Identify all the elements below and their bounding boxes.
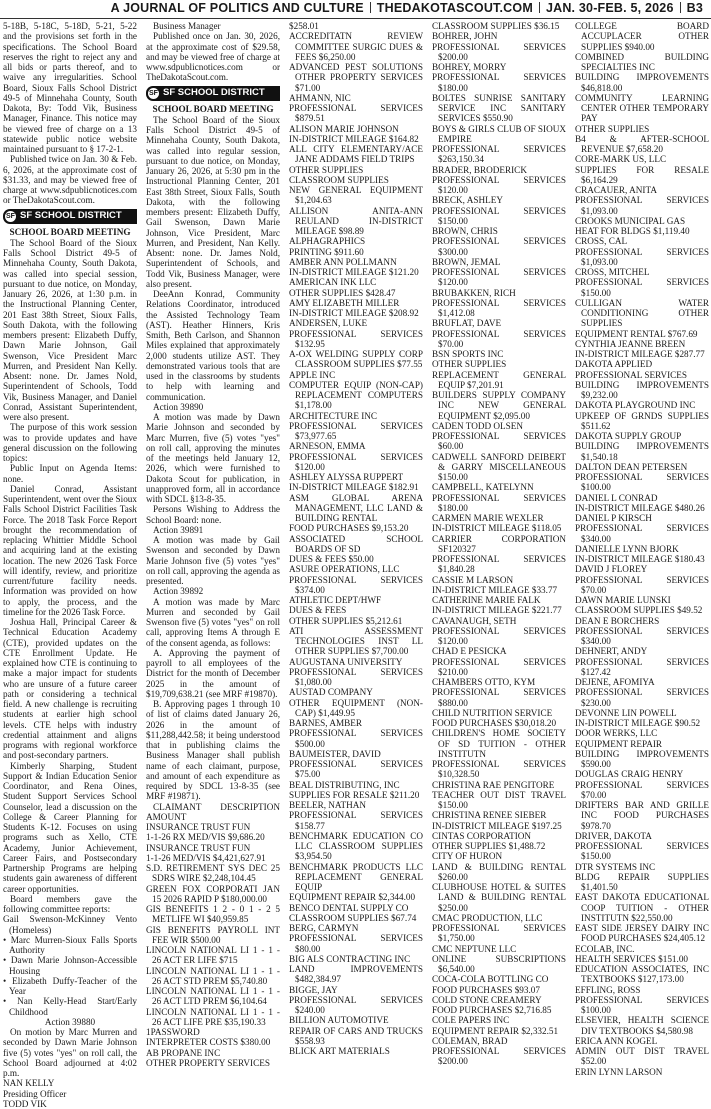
claim-line: ELSEVIER, HEALTH SCIENCE DIV TEXTBOOKS $4,580.98 xyxy=(575,1015,709,1036)
claim-line: REPLACEMENT GENERAL EQUIP $7,201.91 xyxy=(432,369,566,390)
report-item: Gail Swenson-McKinney Vento (Homeless) xyxy=(3,914,137,935)
column-5 xyxy=(575,21,709,1109)
claim-line: ASSOCIATED SCHOOL BOARDS OF SD xyxy=(289,533,423,554)
claim-line: CAMPBELL, KATELYNN xyxy=(432,482,534,493)
article-columns xyxy=(3,21,709,1109)
district-logo-icon: SF xyxy=(149,89,158,97)
claim-line: 1PASSWORD xyxy=(146,1027,200,1037)
signature-title: Business Manager xyxy=(153,21,221,31)
claims-list xyxy=(289,21,423,1056)
claim-line: CMC NEPTUNE LLC xyxy=(432,943,517,954)
claim-line: PRINTING $911.60 xyxy=(289,246,364,257)
claim-line: IN-DISTRICT MILEAGE $90.52 xyxy=(575,718,701,728)
sf-school-district-banner xyxy=(3,209,137,224)
claim-line: TEACHER OUT DIST TRAVEL $150.00 xyxy=(432,789,566,810)
claim-line: CRACAUER, ANITA xyxy=(575,185,657,195)
claim-line: BENCO DENTAL SUPPLY CO xyxy=(289,902,409,913)
claim-line: CROOKS MUNICIPAL GAS xyxy=(575,215,686,226)
claim-line: BENCHMARK EDUCATION CO LLC CLASSROOM SUPPLIES $3,954.50 xyxy=(289,830,423,862)
claim-line: PROFESSIONAL SERVICES $879.51 xyxy=(289,103,423,124)
motion-paragraph: A motion was made by Gail Swenson and seconded by Dawn Marie Johnson five (5) votes "yes" on roll call, approving the agenda as presented. xyxy=(146,535,280,586)
claim-line: COMMUNITY LEARNING CENTER OTHER TEMPORARY PAY xyxy=(575,92,709,124)
publication-note: Published once on Jan. 30, 2026, at the approximate cost of $29.58, and may be viewed free of charge at www.sdpublicnotices.com or TheDakotaScout.com. xyxy=(146,31,280,83)
claim-line: COLLEGE BOARD ACCUPLACER OTHER SUPPLIES $940.00 xyxy=(575,21,709,52)
claim-line: CHAMBERS OTTO, KYM xyxy=(432,677,536,687)
claim-line: PROFESSIONAL SERVICES $73,977.65 xyxy=(289,420,423,441)
claim-line: LINCOLN NATIONAL LI 1 - 1 - 26 ACT LTD PREM $6,104.64 xyxy=(146,986,280,1007)
claim-line: 1-1-26 MED/VIS $4,421,627.91 xyxy=(146,852,266,863)
report-item: • Dawn Marie Johnson-Accessible Housing xyxy=(3,955,137,976)
claim-line: CROSS, CAL xyxy=(575,236,628,247)
claim-line: BROWN, JEMAL xyxy=(432,256,501,267)
publication-tagline: A JOURNAL OF POLITICS AND CULTURE xyxy=(110,1,364,15)
section-heading: SCHOOL BOARD MEETING xyxy=(152,103,274,114)
banner-label: SF SCHOOL DISTRICT xyxy=(163,86,265,98)
claim-line: PROFESSIONAL SERVICES $1,750.00 xyxy=(432,923,566,944)
claim-line: PROFESSIONAL SERVICES $880.00 xyxy=(432,687,566,708)
claim-line: ATI ASSESSMENT TECHNOLOGIES INST LL OTHER SUPPLIES $7,700.00 xyxy=(289,625,423,657)
claim-line: PROFESSIONAL SERVICES $180.00 xyxy=(432,492,566,513)
claim-line: COLE PAPERS INC xyxy=(432,1015,510,1026)
claim-line: ASURE OPERATIONS, LLC xyxy=(289,564,400,575)
claim-line: ADMIN OUT DIST TRAVEL $52.00 xyxy=(575,1046,709,1067)
joshua-paragraph: Joshua Hall, Principal Career & Technical Education Academy (CTE), provided updates on the CTE Enrollment Update. He explained how CTE is continuing to make a major impact for students who are unsure of a future career path or considering a technical field. A new challenge is recruiting students at earlier high school levels. CTE helps with industry credential attainment and aligns programs with regional workforce and post-secondary partners. xyxy=(3,617,137,761)
claim-line: EQUIPMENT REPAIR $2,344.00 xyxy=(289,892,416,903)
claim-line: LINCOLN NATIONAL LI 1 - 1 - 26 ACT STD PREM $5,740.80 xyxy=(146,965,280,986)
claim-line: ALISON MARIE JOHNSON xyxy=(289,123,399,134)
claim-line: PROFESSIONAL SERVICES $127.42 xyxy=(575,656,709,677)
signature-name: NAN KELLY xyxy=(3,1078,55,1089)
claim-line: IN-DISTRICT MILEAGE $480.26 xyxy=(575,502,705,513)
claim-line: ECOLAB, INC. xyxy=(575,943,635,954)
meeting-paragraph: The School Board of the Sioux Falls School District 49-5 of Minnehaha County, South Dakota, was called into regular session, pursuant to due notice, on Monday, January 26, 2026, at 5:30 pm in the Instructional Planning Center, 201 East 38th Street, Sioux Falls, South Dakota, with the following members present: Elizabeth Duffy, Gail Swenson, Dawn Marie Johnson, Vice President, Marc Murren, and President, Nan Kelly. Absent: none. Dr. James Nold, Superintendent of Schools, and Todd Vik, Business Manager, were also present. xyxy=(146,114,280,289)
claim-line: CADEN TODD OLSEN xyxy=(432,420,524,431)
claim-line: 1-1-26 RX MED/VIS $9,686.20 xyxy=(146,832,265,843)
claim-line: DAKOTA SUPPLY GROUP xyxy=(575,431,682,441)
claim-line: DTR SYSTEMS INC xyxy=(575,861,656,872)
claim-line: IN-DISTRICT MILEAGE $197.25 xyxy=(432,820,562,831)
site-name: THEDAKOTASCOUT.COM xyxy=(376,1,533,15)
claim-line: PROFESSIONAL SERVICES $100.00 xyxy=(575,994,709,1015)
claim-line: PROFESSIONAL SERVICES $1,840.28 xyxy=(432,554,566,575)
claim-line: DOOR WERKS, LLC xyxy=(575,728,658,739)
claim-line: PROFESSIONAL SERVICES $180.00 xyxy=(432,72,566,93)
claim-line: CHRISTINA RENEE SIEBER xyxy=(432,810,547,821)
claim-line: SUPPLIES FOR RESALE $211.20 xyxy=(289,789,420,800)
claim-line: PROFESSIONAL SERVICES $200.00 xyxy=(432,41,566,62)
claim-line: BOYS & GIRLS CLUB OF SIOUX EMPIRE xyxy=(432,123,567,144)
claim-line: EFFLING, ROSS xyxy=(575,984,641,995)
claim-line: CARMEN MARIE WEXLER xyxy=(432,513,544,523)
action-number: Action 39891 xyxy=(153,524,204,535)
claim-line: HEALTH SERVICES $151.00 xyxy=(575,953,689,964)
page-number: B3 xyxy=(686,1,703,15)
claim-line: COMPUTER EQUIP (NON-CAP) REPLACEMENT COMPUTERS $1,178.00 xyxy=(289,379,423,411)
issue-dates: JAN. 30-FEB. 5, 2026 xyxy=(545,1,674,15)
claim-line: PROFESSIONAL SERVICES $120.00 xyxy=(432,267,566,288)
claims-list xyxy=(432,21,566,1067)
claim-line: PROFESSIONAL SERVICES $120.00 xyxy=(432,174,566,195)
claim-line: DUES & FEES $50.00 xyxy=(289,554,374,564)
claim-line: LAND IMPROVEMENTS $482,384.97 xyxy=(289,964,423,985)
deeann-paragraph: DeeAnn Konrad, Community Relations Coordinator, introduced the Assisted Technology Team (AST). Heather Hinners, Kris Smith, Beth Carlson, and Shannon Miles explained that approximately 2,000 students utilize AST. They demonstrated various tools that are used in the classrooms by students to help with learning and communication. xyxy=(146,289,280,402)
claim-line: IN-DISTRICT MILEAGE $121.20 xyxy=(289,267,419,277)
claim-line: COMBINED BUILDING SPECIALTIES INC xyxy=(575,51,709,72)
claim-line: ERICA ANN KOGEL xyxy=(575,1035,658,1046)
claim-line: PROFESSIONAL SERVICES $1,080.00 xyxy=(289,666,423,687)
claim-line: BUILDING IMPROVEMENTS $46,818.00 xyxy=(575,72,709,93)
claim-line: BLICK ART MATERIALS xyxy=(289,1046,390,1056)
claim-line: IN-DISTRICT MILEAGE $221.77 xyxy=(432,605,562,616)
claim-line: DUES & FEES xyxy=(289,605,347,616)
claim-line: AUSTAD COMPANY xyxy=(289,687,373,698)
claim-line: PROFESSIONAL SERVICES $1,412.08 xyxy=(432,297,566,318)
claim-line: DALTON DEAN PETERSEN xyxy=(575,461,688,472)
claim-line: $258.01 xyxy=(289,21,319,31)
claim-line: CROSS, MITCHEL xyxy=(575,267,650,277)
claim-line: OTHER SUPPLIES xyxy=(432,359,507,370)
claim-line: AUGUSTANA UNIVERSITY xyxy=(289,656,403,667)
claim-line: OTHER SUPPLIES xyxy=(575,123,650,134)
claim-line: INTERPRETER COSTS $380.00 xyxy=(146,1037,271,1048)
claim-line: PROFESSIONAL SERVICES $240.00 xyxy=(289,994,423,1015)
claim-line: NEW GENERAL EQUIPMENT $1,204.63 xyxy=(289,185,423,206)
claim-line: INSURANCE TRUST FUN xyxy=(146,842,251,853)
column-3 xyxy=(289,21,423,1109)
action-number: Action 39892 xyxy=(153,586,204,597)
claim-line: DEJENE, AFOMIYA xyxy=(575,677,655,687)
claim-line: CLASSROOM SUPPLIES $67.74 xyxy=(289,912,417,923)
claim-line: INSURANCE TRUST FUN xyxy=(146,822,251,832)
claim-line: DEHNERT, ANDY xyxy=(575,646,648,657)
claim-line: OTHER PROPERTY SERVICES xyxy=(146,1057,270,1068)
claim-line: BRUBAKKEN, RICH xyxy=(432,287,516,298)
claim-line: DOUGLAS CRAIG HENRY xyxy=(575,769,684,780)
claim-line: BRADER, BRODERICK xyxy=(432,164,527,175)
claim-line: CHILDREN'S HOME SOCIETY OF SD TUITION - OTHER INSTITUTN xyxy=(432,728,566,759)
claim-line: DEAN E BORCHERS xyxy=(575,615,660,626)
motion-paragraph: A motion was made by Marc Murren and seconded by Gail Swenson five (5) votes "yes" on roll call, approving Items A through E of the consent agenda, as follows: xyxy=(146,596,280,648)
claim-line: CLASSROOM SUPPLIES $49.52 xyxy=(575,605,703,616)
claim-line: BIGGE, JAY xyxy=(289,984,338,995)
consent-item-b: B. Approving pages 1 through 10 of list of claims dated January 26, 2026 in the amount of $11,288,442.58; it being understood that in publishing claims the Business Manager shall publish name of each claimant, purpose, and amount of each expenditure as required by SDCL 13-8-35 (see MRF #19871). xyxy=(146,699,280,802)
claim-line: ANDERSEN, LUKE xyxy=(289,318,368,329)
claim-line: FOOD PURCHASES $93.07 xyxy=(432,984,540,995)
claim-line: PROFESSIONAL SERVICES $158.77 xyxy=(289,810,423,831)
claim-line: BOHREY, MORRY xyxy=(432,62,507,72)
claim-line: CORE-MARK US, LLC xyxy=(575,154,667,165)
claim-line: ALL CITY ELEMENTARY/ACE JANE ADDAMS FIELD TRIPS xyxy=(289,144,423,165)
claim-line: DANIEL P KIRSCH xyxy=(575,513,652,523)
reports-paragraph: Board members gave the following committee reports: xyxy=(3,893,137,914)
claims-list xyxy=(146,822,280,1068)
daniel-paragraph: Daniel Conrad, Assistant Superintendent, went over the Sioux Falls School District Facilities Task Force. The 2018 Task Force Report brought the recommendation of replacing Whittier Middle School and acquiring land at the existing location. The new 2026 Task Force will identify, review, and prioritize current/future facility needs. Information was provided on how to apply, the process, and the timeline for the 2026 Task Force. xyxy=(3,483,137,617)
claim-line: REPAIR OF CARS AND TRUCKS $558.93 xyxy=(289,1025,423,1046)
claim-line: CINTAS CORPORATION xyxy=(432,830,532,841)
claim-line: PROFESSIONAL SERVICES $132.95 xyxy=(289,328,423,349)
bid-notice-publication: Published twice on Jan. 30 & Feb. 6, 2026, at the approximate cost of $31.33, and may be viewed free of charge at www.sdpublicnotices.com or TheDakotaScout.com. xyxy=(3,154,137,206)
report-item: • Nan Kelly-Head Start/Early Childhood xyxy=(3,996,137,1017)
claim-line: AHMANN, NIC xyxy=(289,92,351,103)
claim-line: PROFESSIONAL SERVICES $120.00 xyxy=(289,451,423,472)
claim-line: CYNTHIA JEANNE BREEN xyxy=(575,338,686,349)
claim-line: CHRISTINA RAE PENGITORE xyxy=(432,779,555,790)
claim-line: BEAL DISTRIBUTING, INC xyxy=(289,779,400,790)
claim-line: BERG, CARMYN xyxy=(289,923,359,933)
claim-line: PROFESSIONAL SERVICES $70.00 xyxy=(432,328,566,349)
claim-line: ERIN LYNN LARSON xyxy=(575,1066,663,1077)
claim-line: CASSIE M LARSON xyxy=(432,574,514,585)
claim-line: FOOD PURCHASES $2,716.85 xyxy=(432,1005,552,1015)
claim-line: PROFESSIONAL SERVICES $100.00 xyxy=(575,472,709,493)
claim-line: S.D. RETIREMENT SYS DEC 25 SDRS WIRE $2,248,104.45 xyxy=(146,863,280,884)
claim-line: ARNESON, EMMA xyxy=(289,441,366,452)
claim-line: EQUIPMENT REPAIR $2,332.51 xyxy=(432,1025,559,1036)
claim-line: CHAD E PESICKA xyxy=(432,646,507,657)
claim-line: PROFESSIONAL SERVICES $374.00 xyxy=(289,574,423,595)
claim-line: GIS BENEFITS PAYROLL INT FEE WIR $500.00 xyxy=(146,924,280,945)
claim-line: PROFESSIONAL SERVICES $75.00 xyxy=(289,759,423,780)
claim-line: ALPHAGRAPHICS xyxy=(289,236,366,247)
claim-line: GREEN FOX CORPORATI JAN 15 2026 RAPID P $180,000.00 xyxy=(146,883,280,904)
claim-line: AMY ELIZABETH MILLER xyxy=(289,297,400,308)
claim-line: CLASSROOM SUPPLIES xyxy=(289,174,389,185)
claim-line: PROFESSIONAL SERVICES $150.00 xyxy=(575,841,709,862)
claim-line: BLDG REPAIR SUPPLIES $1,401.50 xyxy=(575,871,709,892)
page-header xyxy=(0,0,711,19)
claims-list xyxy=(575,21,709,1077)
claim-line: BIG ALS CONTRACTING INC xyxy=(289,953,411,964)
claim-line: COCA-COLA BOTTLING CO xyxy=(432,974,549,985)
claim-line: DAWN MARIE LUNSKI xyxy=(575,595,671,605)
claim-line: ACCREDITATN REVIEW COMMITTEE SURGIC DUES & FEES $6,250.00 xyxy=(289,31,423,62)
adjourn-paragraph: On motion by Marc Murren and seconded by Dawn Marie Johnson five (5) votes "yes" on roll call, the School Board adjourned at 4:02 p.m. xyxy=(3,1027,137,1078)
claim-line: OTHER SUPPLIES xyxy=(289,164,364,175)
consent-item-a: A. Approving the payment of payroll to all employees of the District for the month of December 2025 in the amount of $19,709,638.21 (see MRF #19870). xyxy=(146,647,280,699)
claim-line: IN-DISTRICT MILEAGE $33.77 xyxy=(432,584,558,595)
column-4 xyxy=(432,21,566,1109)
bid-notice-text: 5-18B, 5-18C, 5-18D, 5-21, 5-22 and the provisions set forth in the specifications. The School Board reserves the right to reject any and all bids or parts thereof, and to waive any irregularities. School Board, Sioux Falls School District 49-5 of Minnehaha County, South Dakota, By: Todd Vik, Business Manager, Finance. This notice may be viewed free of charge on a 13 statewide public notice website maintained pursuant to § 17-2-1. xyxy=(3,21,137,154)
claim-line: CITY OF HURON xyxy=(432,851,503,862)
claim-line: CHILD NUTRITION SERVICE xyxy=(432,707,553,718)
meeting-paragraph: The School Board of the Sioux Falls School District 49-5 of Minnehaha County, South Dakota, was called into special session, pursuant to due notice, on Monday, January 26, 2026, at 1:30 p.m. in the Instructional Planning Center, 201 East 38th Street, Sioux Falls, South Dakota, with the following members present: Elizabeth Duffy, Dawn Marie Johnson, Gail Swenson, Vice President Marc Murren, and President Nan Kelly. Absent: none. Dr. James Nold, Superintendent of Schools, Todd Vik, Business Manager, and Daniel Conrad, Assistant Superintendent, were also present. xyxy=(3,237,137,422)
claim-line: IN-DISTRICT MILEAGE $182.91 xyxy=(289,482,419,493)
claim-line: PROFESSIONAL SERVICES $200.00 xyxy=(432,1046,566,1067)
claim-line: CATHERINE MARIE FALK xyxy=(432,595,541,605)
claim-line: PROFESSIONAL SERVICES $70.00 xyxy=(575,574,709,595)
claim-line: OTHER SUPPLIES $1,488.72 xyxy=(432,841,546,851)
claim-line: PROFESSIONAL SERVICES xyxy=(575,369,688,380)
claim-line: IN-DISTRICT MILEAGE $180.43 xyxy=(575,554,705,564)
claim-line: OTHER SUPPLIES $5,212.61 xyxy=(289,615,403,626)
claim-line: DANIELLE LYNN BJORK xyxy=(575,543,679,554)
claim-line: PROFESSIONAL SERVICES $1,093.00 xyxy=(575,246,709,267)
claim-line: BSN SPORTS INC xyxy=(432,349,504,359)
action-number: Action 39890 xyxy=(153,401,204,412)
claim-line: BOLTES SUNRISE SANITARY SERVICE INC SANITARY SERVICES $550.90 xyxy=(432,92,566,124)
claim-line: DAKOTA PLAYGROUND INC xyxy=(575,400,696,411)
claim-line: FOOD PURCHASES $30,018.20 xyxy=(432,718,557,728)
claim-line: EQUIPMENT REPAIR xyxy=(575,738,663,749)
claim-line: UPKEEP OF GRNDS SUPPLIES $511.62 xyxy=(575,410,709,431)
claim-line: EAST SIDE JERSEY DAIRY INC FOOD PURCHASES $24,405.12 xyxy=(575,923,709,944)
claim-line: LINCOLN NATIONAL LI 1 - 1 - 26 ACT ER LIFE $715 xyxy=(146,945,280,966)
claim-line: BAUMEISTER, DAVID xyxy=(289,748,381,759)
claim-line: PROFESSIONAL SERVICES $120.00 xyxy=(432,625,566,646)
claim-line: CARRIER CORPORATION SF120327 xyxy=(432,533,566,554)
claim-line: CULLIGAN WATER CONDITIONING OTHER SUPPLIES xyxy=(575,297,709,329)
report-item: • Elizabeth Duffy-Teacher of the Year xyxy=(3,975,137,996)
claim-line: DEVONNE LIN POWELL xyxy=(575,707,677,718)
claim-line: BUILDING IMPROVEMENTS $1,540.18 xyxy=(575,441,709,462)
section-heading: SCHOOL BOARD MEETING xyxy=(9,226,131,237)
claim-line: BOHRER, JOHN xyxy=(432,31,498,42)
claim-line: OTHER EQUIPMENT (NON-CAP) $1,449.95 xyxy=(289,697,423,718)
claim-line: GIS BENEFITS 1 2 - 0 1 - 2 5 METLIFE WI $40,959.85 xyxy=(146,904,280,925)
claim-line: DRIFTERS BAR AND GRILLE INC FOOD PURCHASES $978.70 xyxy=(575,800,709,831)
claim-line: EQUIPMENT RENTAL $767.69 xyxy=(575,328,698,339)
claim-line: CMAC PRODUCTION, LLC xyxy=(432,912,543,923)
claim-line: LINCOLN NATIONAL LI 1 - 1 - 26 ACT LIFE PRE $35,190.33 xyxy=(146,1006,280,1027)
claim-line: PROFESSIONAL SERVICES $10,328.50 xyxy=(432,759,566,780)
claim-line: ARCHITECTURE INC xyxy=(289,410,378,421)
persons-paragraph: Persons Wishing to Address the School Board: none. xyxy=(146,504,280,525)
claim-line: COLEMAN, BRAD xyxy=(432,1035,508,1046)
claim-line: ASM GLOBAL ARENA MANAGEMENT, LLC LAND & BUILDING RENTAL xyxy=(289,492,423,523)
claim-line: COLD STONE CREAMERY xyxy=(432,994,542,1005)
claim-line: EAST DAKOTA EDUCATIONAL COOP TUITION - OTHER INSTITUTN $22,550.00 xyxy=(575,892,709,923)
claim-line: BARNES, AMBER xyxy=(289,718,363,728)
claim-line: CAVANAUGH, SETH xyxy=(432,615,517,626)
claim-line: ALLISON ANITA-ANN REULAND IN-DISTRICT MILEAGE $98.89 xyxy=(289,205,423,236)
sf-school-district-banner xyxy=(146,86,280,101)
action-number: Action 39880 xyxy=(44,1016,96,1027)
claim-line: DRIVER, DAKOTA xyxy=(575,830,652,841)
purpose-paragraph: The purpose of this work session was to provide updates and have general discussion on the following topics: xyxy=(3,422,137,463)
motion-paragraph: A motion was made by Dawn Marie Johnson and seconded by Marc Murren, five (5) votes "yes" on roll call, approving the minutes of the meetings held January 12, 2026, which were furnished to Dakota Scout for publication, in unapproved form, all in accordance with SDCL §13-8-35. xyxy=(146,412,280,504)
claim-line: PROFESSIONAL SERVICES $70.00 xyxy=(575,779,709,800)
signature-title: Presiding Officer xyxy=(3,1088,67,1099)
claim-line: PROFESSIONAL SERVICES $60.00 xyxy=(432,431,566,452)
kimberly-paragraph: Kimberly Sharping, Student Support & Indian Education Senior Coordinator, and Rena Oines, Student Support Services School Counselor, lead a discussion on the College & Career Planning for Students K-12. Focuses on using programs such as Xello, CTE Academy, Junior Achievement, Career Fairs, and Postsecondary Partnership Programs are helping students gain awareness of different career opportunities. xyxy=(3,760,137,894)
claim-line: ATHLETIC DEPT/HWF xyxy=(289,595,382,605)
claim-line: BILLION AUTOMOTIVE xyxy=(289,1015,389,1026)
claim-line: PROFESSIONAL SERVICES $230.00 xyxy=(575,687,709,708)
claim-line: PROFESSIONAL SERVICES $500.00 xyxy=(289,728,423,749)
claim-line: APPLE INC xyxy=(289,369,336,380)
claim-line: BROWN, CHRIS xyxy=(432,226,498,236)
column-1 xyxy=(3,21,137,1109)
claims-header: CLAIMANT DESCRIPTION AMOUNT xyxy=(146,801,280,822)
claim-line: PROFESSIONAL SERVICES $340.00 xyxy=(575,625,709,646)
claim-line: BENCHMARK PRODUCTS LLC REPLACEMENT GENERAL EQUIP xyxy=(289,861,423,892)
claim-line: BRECK, ASHLEY xyxy=(432,195,503,206)
claim-line: PROFESSIONAL SERVICES $263,150.34 xyxy=(432,144,566,165)
claim-line: IN-DISTRICT MILEAGE $208.92 xyxy=(289,308,419,318)
claim-line: A-OX WELDING SUPPLY CORP CLASSROOM SUPPLIES $77.55 xyxy=(289,349,423,370)
claim-line: BRUFLAT, DAVE xyxy=(432,318,502,329)
claim-line: PROFESSIONAL SERVICES $150.00 xyxy=(575,277,709,298)
claim-line: PROFESSIONAL SERVICES $210.00 xyxy=(432,656,566,677)
claim-line: BUILDING IMPROVEMENTS $590.00 xyxy=(575,748,709,769)
claim-line: ASHLEY ALYSSA RUPPERT xyxy=(289,472,404,482)
claim-line: CLUBHOUSE HOTEL & SUITES LAND & BUILDING RENTAL $250.00 xyxy=(432,882,566,913)
claim-line: IN-DISTRICT MILEAGE $118.05 xyxy=(432,523,562,534)
claim-line: OTHER SUPPLIES $428.47 xyxy=(289,287,396,298)
claim-line: LAND & BUILDING RENTAL $260.00 xyxy=(432,861,566,882)
agenda-paragraph: Public Input on Agenda Items: none. xyxy=(3,463,137,484)
claim-line: DAKOTA APPLIED xyxy=(575,359,653,370)
claim-line: AMBER ANN POLLMANN xyxy=(289,256,397,267)
claim-line: SUPPLIES FOR RESALE $6,164.29 xyxy=(575,164,709,185)
claim-line: FOOD PURCHASES $9,153.20 xyxy=(289,523,409,534)
claim-line: CLASSROOM SUPPLIES $36.15 xyxy=(432,21,560,31)
banner-label: SF SCHOOL DISTRICT xyxy=(20,209,122,221)
claim-line: DAVID J FLOREY xyxy=(575,564,648,575)
claim-line: PROFESSIONAL SERVICES $300.00 xyxy=(432,236,566,257)
district-logo-icon: SF xyxy=(6,212,15,220)
claim-line: IN-DISTRICT MILEAGE $287.77 xyxy=(575,349,705,359)
claim-line: B4 & AFTER-SCHOOL REVENUE $7,658.20 xyxy=(575,133,709,154)
claim-line: AMERICAN INK LLC xyxy=(289,277,377,288)
claim-line: PROFESSIONAL SERVICES $1,093.00 xyxy=(575,195,709,216)
claim-line: BUILDING IMPROVEMENTS $9,232.00 xyxy=(575,379,709,400)
claim-line: IN-DISTRICT MILEAGE $164.82 xyxy=(289,133,419,144)
claim-line: PROFESSIONAL SERVICES $340.00 xyxy=(575,523,709,544)
claim-line: AB PROPANE INC xyxy=(146,1047,221,1058)
claim-line: DANIEL L CONRAD xyxy=(575,492,658,503)
claim-line: EDUCATION ASSOCIATES, INC TEXTBOOKS $127,173.00 xyxy=(575,964,709,985)
claim-line: CADWELL SANFORD DEIBERT & GARRY MISCELLANEOUS $150.00 xyxy=(432,451,566,482)
report-item: • Marc Murren-Sioux Falls Sports Authority xyxy=(3,934,137,955)
column-2 xyxy=(146,21,280,1109)
claim-line: ADVANCED PEST SOLUTIONS OTHER PROPERTY SERVICES $71.00 xyxy=(289,62,423,93)
claim-line: BUILDERS SUPPLY COMPANY INC NEW GENERAL EQUIPMENT $2,095.00 xyxy=(432,390,566,421)
claim-line: PROFESSIONAL SERVICES $80.00 xyxy=(289,933,423,954)
claim-line: PROFESSIONAL SERVICES $150.00 xyxy=(432,205,566,226)
signature-name: TODD VIK xyxy=(3,1098,47,1109)
claim-line: HEAT FOR BLDGS $1,119.40 xyxy=(575,226,690,236)
claim-line: ONLINE SUBSCRIPTIONS $6,540.00 xyxy=(432,953,566,974)
claim-line: BEELER, NATHAN xyxy=(289,800,367,810)
